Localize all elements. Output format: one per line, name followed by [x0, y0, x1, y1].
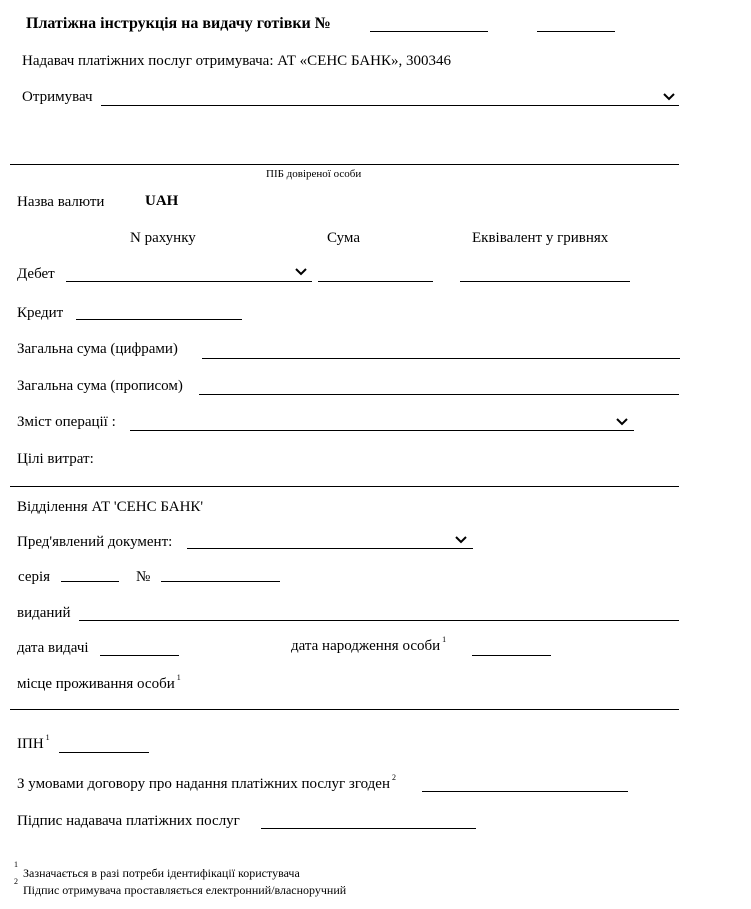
- operation-label: Зміст операції :: [17, 414, 116, 430]
- birth-date-field[interactable]: [472, 637, 551, 656]
- credit-label: Кредит: [17, 305, 64, 321]
- series-field[interactable]: [61, 563, 119, 582]
- doc-number-label: №: [136, 569, 151, 585]
- currency-value: UAH: [145, 193, 179, 209]
- operation-select[interactable]: [130, 412, 634, 431]
- amount-column-header: Сума: [327, 230, 360, 246]
- total-words-label: Загальна сума (прописом): [17, 378, 183, 394]
- issue-date-label: дата видачі: [17, 640, 89, 656]
- form-title: Платіжна інструкція на видачу готівки №: [26, 15, 331, 32]
- document-label: Пред'явлений документ:: [17, 534, 173, 550]
- recipient-select[interactable]: [101, 87, 679, 106]
- debit-amount-field[interactable]: [318, 263, 433, 282]
- footnote-2: 2 Підпис отримувача проставляється електронний/власноручний: [14, 877, 347, 897]
- debit-account-select[interactable]: [66, 263, 312, 282]
- trusted-person-line[interactable]: [10, 164, 679, 165]
- birth-date-label: дата народження особи $^1$: [291, 635, 447, 654]
- purpose-label: Цілі витрат:: [17, 451, 94, 467]
- agreement-label: З умовами договору про надання платіжних послуг згоден $^2$: [17, 773, 396, 792]
- equivalent-column-header: Еквівалент у гривнях: [472, 230, 609, 246]
- debit-equivalent-field[interactable]: [460, 263, 630, 282]
- ipn-field[interactable]: [59, 734, 149, 753]
- provider-signature-field[interactable]: [261, 810, 476, 829]
- recipient-label: Отримувач: [22, 89, 93, 105]
- section-divider: [10, 486, 679, 487]
- total-digits-field[interactable]: [202, 340, 680, 359]
- provider-line: Надавач платіжних послуг отримувача: АТ «СЕНС БАНК», 300346: [22, 53, 452, 69]
- instruction-number-field[interactable]: [370, 13, 488, 32]
- issue-date-field[interactable]: [100, 637, 179, 656]
- series-label: серія: [18, 569, 51, 585]
- branch-label: Відділення АТ 'СЕНС БАНК': [17, 499, 204, 515]
- chevron-down-icon[interactable]: [294, 265, 308, 279]
- doc-number-field[interactable]: [161, 563, 280, 582]
- instruction-date-field[interactable]: [537, 13, 615, 32]
- chevron-down-icon[interactable]: [662, 90, 676, 104]
- account-column-header: N рахунку: [130, 230, 196, 246]
- agreement-signature-field[interactable]: [422, 773, 628, 792]
- issued-by-field[interactable]: [79, 602, 679, 621]
- residence-label: місце проживання особи $^1$: [17, 673, 181, 692]
- issued-by-label: виданий: [17, 605, 71, 621]
- total-words-field[interactable]: [199, 376, 679, 395]
- ipn-label: ІПН $^1$: [17, 733, 50, 752]
- trusted-person-caption: ПІБ довіреної особи: [266, 168, 362, 180]
- footnote-1: 1 Зазначається в разі потреби ідентифікації користувача: [14, 860, 300, 880]
- debit-label: Дебет: [17, 266, 55, 282]
- currency-label: Назва валюти: [17, 194, 105, 210]
- total-digits-label: Загальна сума (цифрами): [17, 341, 178, 357]
- residence-line[interactable]: [10, 709, 679, 710]
- credit-account-field[interactable]: [76, 301, 242, 320]
- signature-label: Підпис надавача платіжних послуг: [17, 813, 240, 829]
- document-select[interactable]: [187, 530, 473, 549]
- chevron-down-icon[interactable]: [615, 415, 629, 429]
- chevron-down-icon[interactable]: [454, 533, 468, 547]
